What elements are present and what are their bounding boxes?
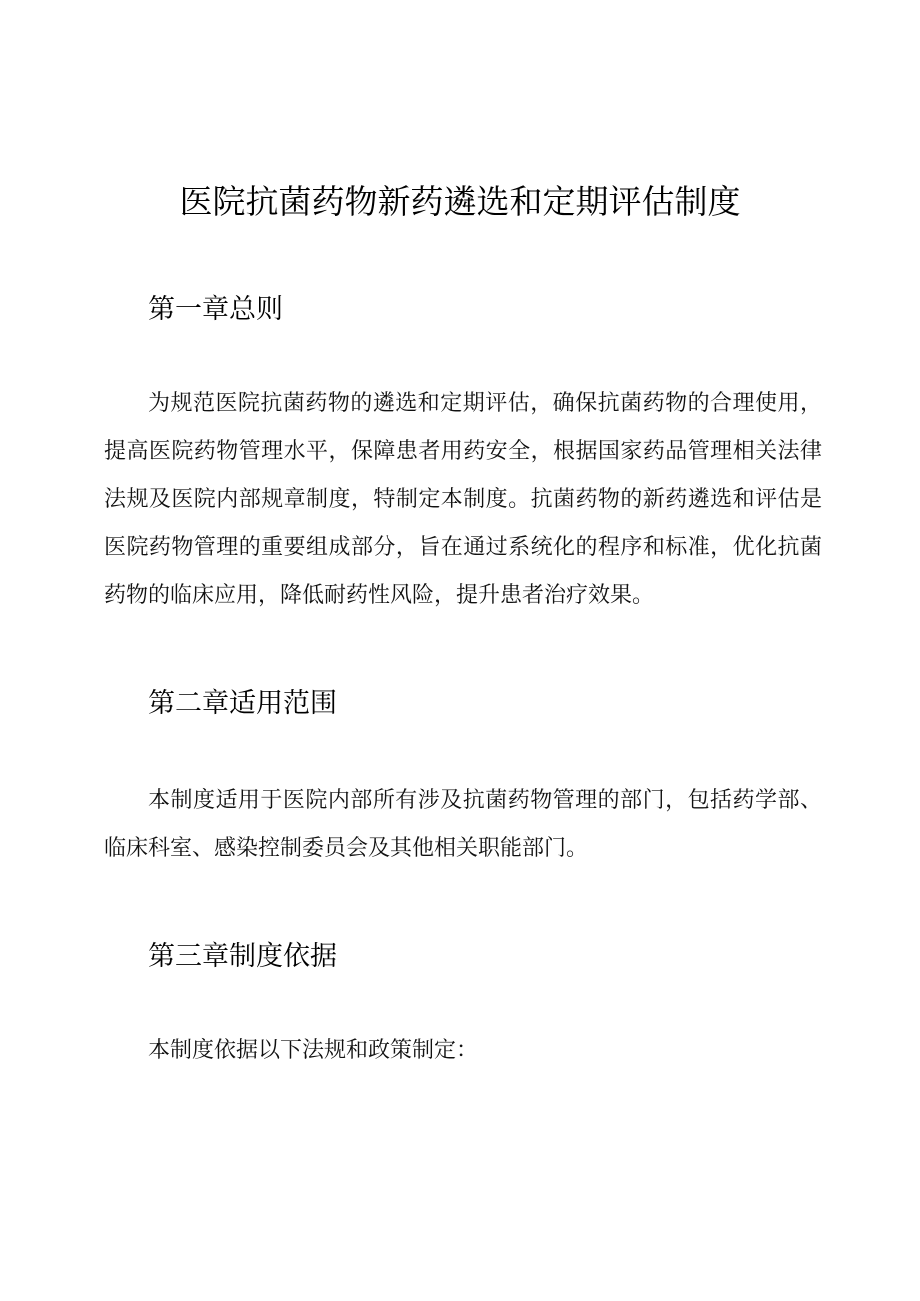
chapter-2-heading-block (104, 684, 822, 724)
chapter-2-heading: 第二章适用范围 (148, 688, 337, 719)
chapter-3-heading-block (104, 937, 822, 977)
chapter-3-heading: 第三章制度依据 (148, 941, 337, 972)
chapter-1-body (104, 380, 822, 620)
chapter-2-body (104, 777, 822, 873)
chapter-1-heading: 第一章总则 (148, 294, 283, 325)
chapter-1-paragraph: 为规范医院抗菌药物的遴选和定期评估，确保抗菌药物的合理使用，提高医院药物管理水平，保障患者用药安全，根据国家药品管理相关法律法规及医院内部规章制度，特制定本制度。抗菌药物的新药遴选和评估是医院药物管理的重要组成部分，旨在通过系统化的程序和标准，优化抗菌药物的临床应用，降低耐药性风险，提升患者治疗效果。 (104, 391, 822, 608)
chapter-3-paragraph: 本制度依据以下法规和政策制定： (148, 1038, 479, 1063)
chapter-3-body (104, 1027, 822, 1075)
document-title: 医院抗菌药物新药遴选和定期评估制度 (179, 182, 741, 221)
chapter-1-heading-block (104, 290, 822, 330)
chapter-2-paragraph: 本制度适用于医院内部所有涉及抗菌药物管理的部门，包括药学部、临床科室、感染控制委员会及其他相关职能部门。 (104, 788, 822, 861)
